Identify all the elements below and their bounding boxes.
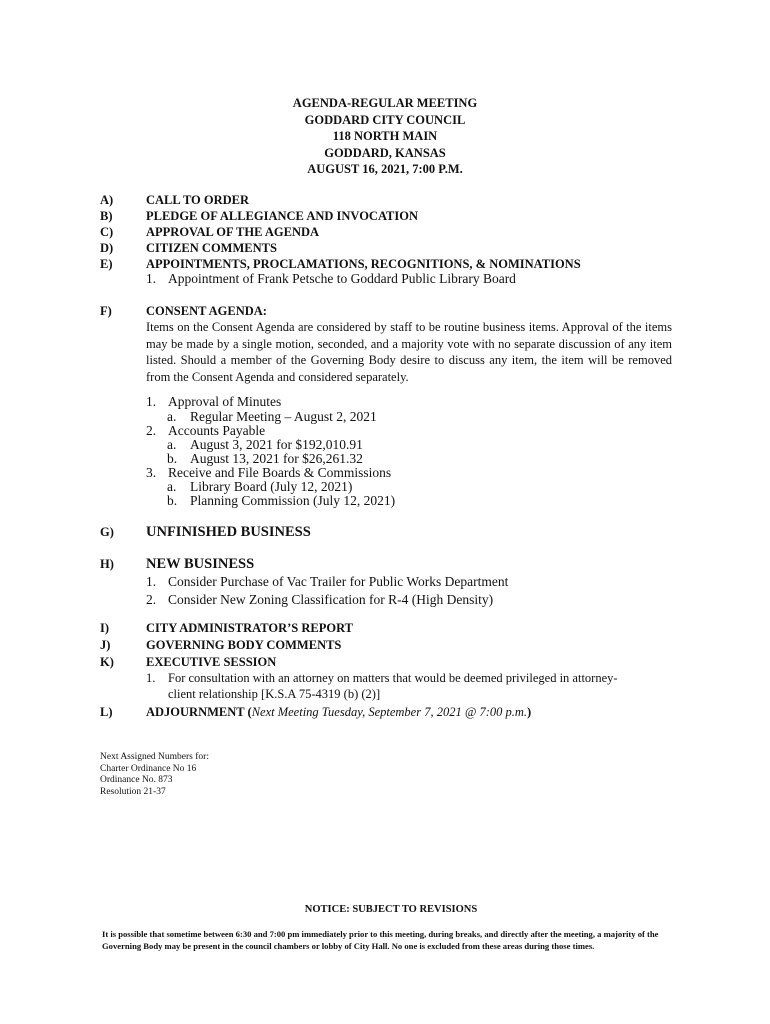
list-text: Approval of Minutes bbox=[168, 394, 282, 409]
new-business-item-2 bbox=[146, 592, 493, 608]
item-title: PLEDGE OF ALLEGIANCE AND INVOCATION bbox=[146, 209, 419, 223]
item-letter: H) bbox=[100, 557, 114, 571]
next-meeting-note: Next Meeting Tuesday, September 7, 2021 @ 7:00 p.m. bbox=[251, 705, 528, 719]
consent-item-2a bbox=[167, 438, 363, 452]
consent-item-3b bbox=[167, 494, 395, 508]
item-title: CITIZEN COMMENTS bbox=[146, 241, 277, 255]
list-text: Consider Purchase of Vac Trailer for Public Works Department bbox=[168, 574, 509, 589]
list-number: a. bbox=[167, 479, 177, 494]
list-number: 2. bbox=[146, 592, 157, 607]
agenda-header bbox=[0, 95, 770, 178]
item-letter: K) bbox=[100, 655, 114, 669]
consent-item-3a bbox=[167, 480, 352, 494]
list-text: Regular Meeting – August 2, 2021 bbox=[190, 409, 377, 424]
item-title: CALL TO ORDER bbox=[146, 193, 250, 207]
executive-session-item-1 bbox=[146, 670, 618, 686]
item-letter: F) bbox=[100, 304, 112, 318]
item-letter: I) bbox=[100, 621, 110, 635]
list-number: a. bbox=[167, 409, 177, 424]
paren-close: ) bbox=[527, 705, 532, 719]
consent-item-2b bbox=[167, 452, 363, 466]
new-business-item-1 bbox=[146, 574, 508, 590]
list-number: 1. bbox=[146, 394, 157, 409]
list-text: August 13, 2021 for $26,261.32 bbox=[190, 451, 363, 466]
consent-agenda-paragraph: Items on the Consent Agenda are considered by staff to be routine business items. Approval of the items may be made by a single motion, seconded, and a majority vote with no separate discussion of any item listed. Should a member of the Governing Body desire to discuss any item, the item will be removed from the Consent Agenda and considered separately. bbox=[146, 320, 672, 384]
item-letter: B) bbox=[100, 209, 113, 223]
list-number: 3. bbox=[146, 465, 157, 480]
item-e-sub-1 bbox=[146, 271, 516, 287]
item-letter: G) bbox=[100, 525, 114, 539]
list-number: 1. bbox=[146, 271, 157, 286]
resolution-number: Resolution 21-37 bbox=[100, 786, 166, 797]
ordinance-number: Ordinance No. 873 bbox=[100, 775, 173, 785]
list-number: b. bbox=[167, 493, 178, 508]
list-text: Planning Commission (July 12, 2021) bbox=[190, 493, 396, 508]
consent-item-1 bbox=[146, 394, 281, 410]
executive-session-item-1-cont: client relationship [K.S.A 75-4319 (b) (2)] bbox=[168, 687, 381, 701]
list-text: Consider New Zoning Classification for R-4 (High Density) bbox=[168, 592, 494, 607]
list-text: Accounts Payable bbox=[168, 423, 266, 438]
item-title: ADJOURNMENT bbox=[146, 705, 245, 719]
item-title: APPOINTMENTS, PROCLAMATIONS, RECOGNITIONS, & NOMINATIONS bbox=[146, 257, 581, 271]
next-assigned-numbers bbox=[100, 752, 209, 798]
item-title: CONSENT AGENDA: bbox=[146, 304, 267, 318]
list-number: 1. bbox=[146, 574, 157, 589]
item-letter: J) bbox=[100, 638, 111, 652]
header-city: GODDARD, KANSAS bbox=[324, 145, 446, 160]
list-number: 2. bbox=[146, 423, 157, 438]
item-letter: A) bbox=[100, 193, 114, 207]
consent-item-1a bbox=[167, 410, 377, 424]
item-letter: L) bbox=[100, 705, 113, 719]
item-title-group bbox=[146, 704, 531, 720]
paren-open: ( bbox=[247, 705, 252, 719]
list-number: a. bbox=[167, 437, 177, 452]
item-title: GOVERNING BODY COMMENTS bbox=[146, 638, 342, 652]
list-text: Receive and File Boards & Commissions bbox=[168, 465, 392, 480]
list-number: b. bbox=[167, 451, 178, 466]
item-title: UNFINISHED BUSINESS bbox=[146, 524, 311, 540]
list-text: Library Board (July 12, 2021) bbox=[190, 479, 353, 494]
item-title: APPROVAL OF THE AGENDA bbox=[146, 225, 320, 239]
header-date: AUGUST 16, 2021, 7:00 P.M. bbox=[307, 162, 463, 176]
notice-heading: NOTICE: SUBJECT TO REVISIONS bbox=[304, 904, 478, 915]
numbers-heading: Next Assigned Numbers for: bbox=[100, 752, 209, 762]
item-letter: E) bbox=[100, 257, 113, 271]
item-letter: D) bbox=[100, 241, 114, 255]
header-council: GODDARD CITY COUNCIL bbox=[304, 112, 466, 127]
item-letter: C) bbox=[100, 225, 114, 239]
charter-ordinance-number: Charter Ordinance No 16 bbox=[100, 763, 197, 774]
list-text: Appointment of Frank Petsche to Goddard Public Library Board bbox=[168, 271, 516, 286]
header-title: AGENDA-REGULAR MEETING bbox=[292, 96, 478, 110]
list-text: August 3, 2021 for $192,010.91 bbox=[190, 437, 363, 452]
list-number: 1. bbox=[146, 671, 156, 685]
header-address: 118 NORTH MAIN bbox=[332, 129, 438, 143]
item-title: CITY ADMINISTRATOR’S REPORT bbox=[146, 621, 354, 635]
disclaimer-text: It is possible that sometime between 6:30 and 7:00 pm immediately prior to this meeting, during breaks, and directly after the meeting, a majority of the Governing Body may be present in the council chambers or lobby of City Hall. No one is excluded from these areas during those times. bbox=[102, 929, 659, 951]
item-title: EXECUTIVE SESSION bbox=[146, 655, 277, 669]
item-title: NEW BUSINESS bbox=[146, 556, 255, 572]
list-text: For consultation with an attorney on matters that would be deemed privileged in attorney- bbox=[168, 671, 618, 685]
